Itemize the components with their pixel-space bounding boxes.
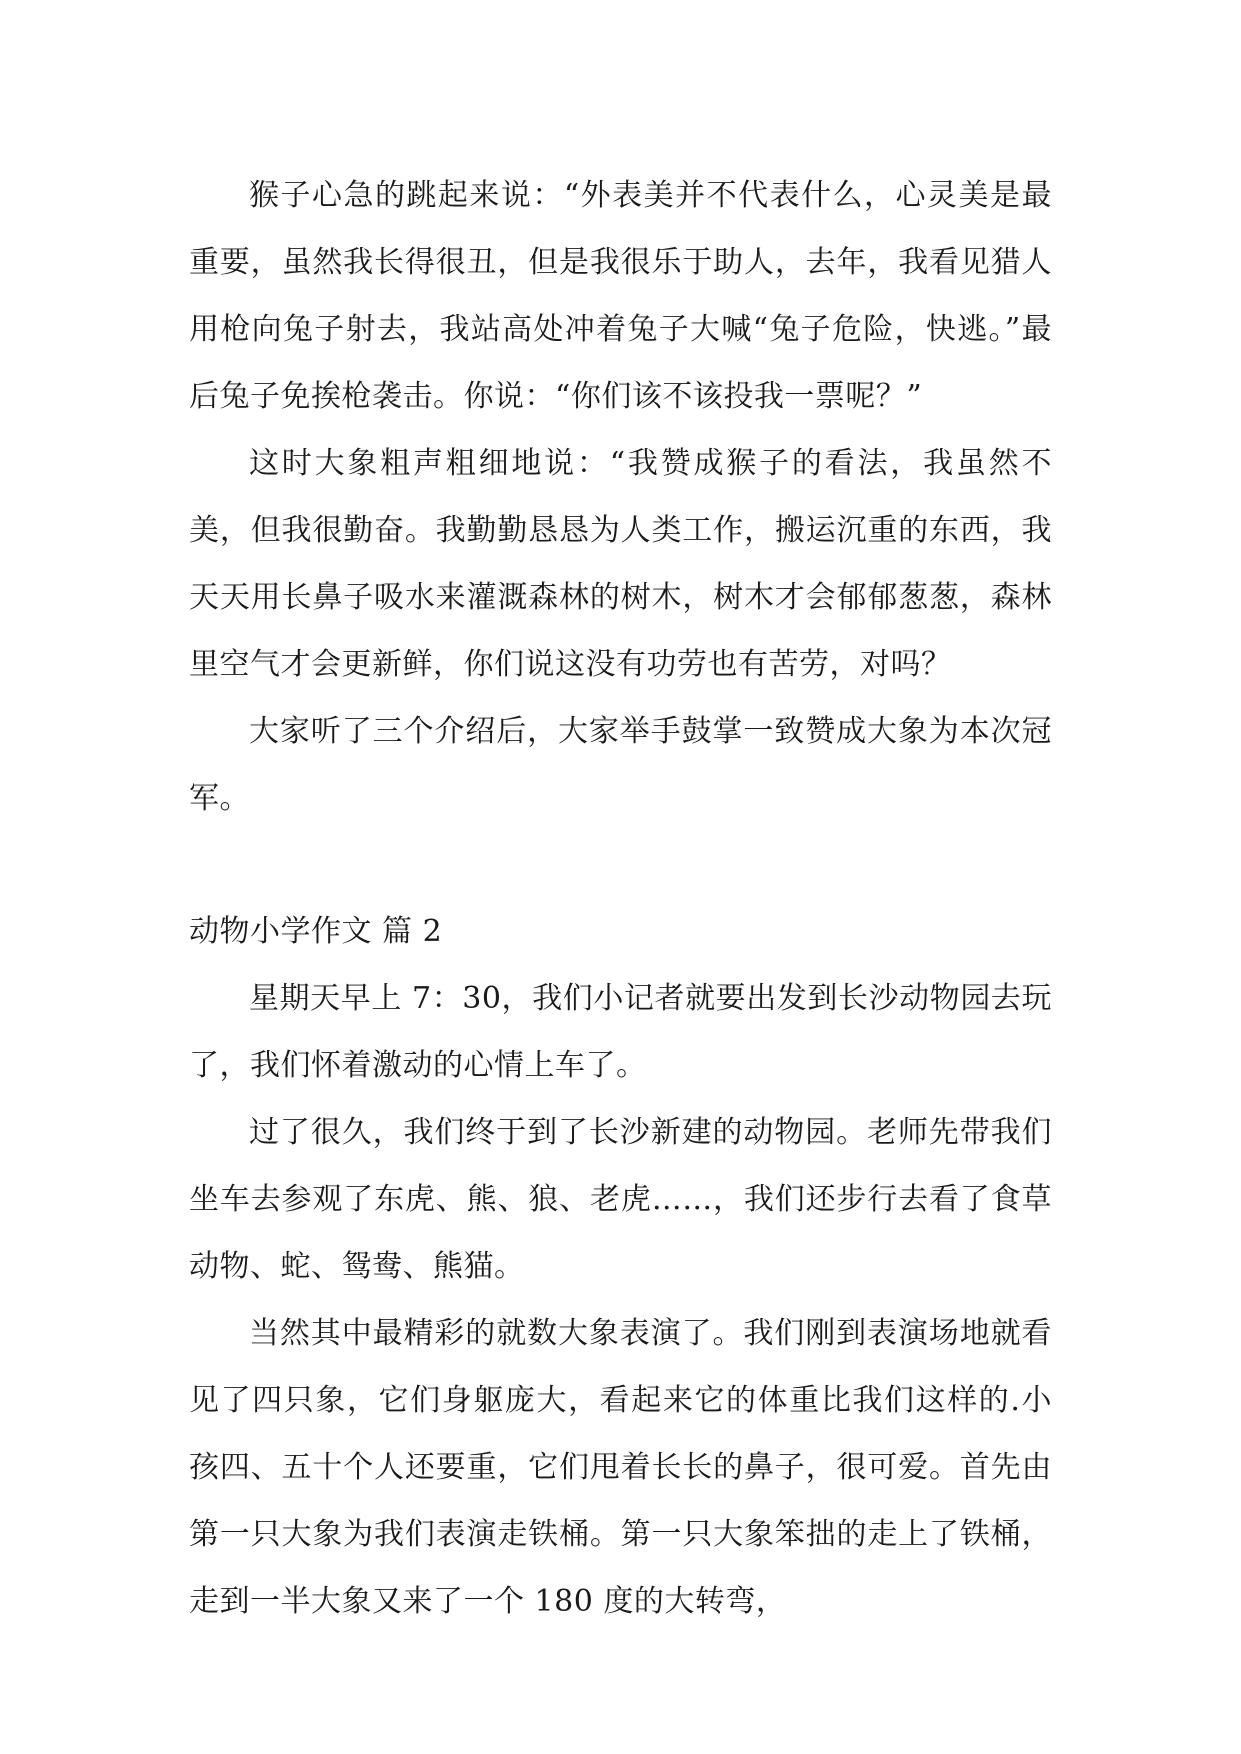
paragraph-elephant-show: 当然其中最精彩的就数大象表演了。我们刚到表演场地就看见了四只象，它们身躯庞大，看起来它的体重比我们这样的.小孩四、五十个人还要重，它们甩着长长的鼻子，很可爱。首先由第一只大象为我们表演走铁桶。第一只大象笨拙的走上了铁桶，走到一半大象又来了一个 180 度的大转弯，	[189, 1316, 1052, 1619]
paragraph-vote-result: 大家听了三个介绍后，大家举手鼓掌一致赞成大象为本次冠军。	[189, 714, 1052, 816]
paragraph-elephant-speech: 这时大象粗声粗细地说：“我赞成猴子的看法，我虽然不美，但我很勤奋。我勤勤恳恳为人类工作，搬运沉重的东西，我天天用长鼻子吸水来灌溉森林的树木，树木才会郁郁葱葱，森林里空气才会更新鲜，你们说这没有功劳也有苦劳，对吗？	[189, 446, 1052, 682]
section-heading: 动物小学作文 篇 2	[189, 914, 443, 949]
document-body	[189, 162, 1052, 1635]
paragraph-zoo-visit: 过了很久，我们终于到了长沙新建的动物园。老师先带我们坐车去参观了东虎、熊、狼、老虎……，我们还步行去看了食草动物、蛇、鸳鸯、熊猫。	[189, 1115, 1052, 1284]
section-spacer	[189, 832, 1052, 898]
paragraph-monkey-speech: 猴子心急的跳起来说：“外表美并不代表什么，心灵美是最重要，虽然我长得很丑，但是我很乐于助人，去年，我看见猎人用枪向兔子射去，我站高处冲着兔子大喊“兔子危险，快逃。”最后兔子免挨枪袭击。你说：“你们该不该投我一票呢？”	[189, 178, 1052, 414]
paragraph-departure: 星期天早上 7：30，我们小记者就要出发到长沙动物园去玩了，我们怀着激动的心情上车了。	[189, 981, 1052, 1083]
